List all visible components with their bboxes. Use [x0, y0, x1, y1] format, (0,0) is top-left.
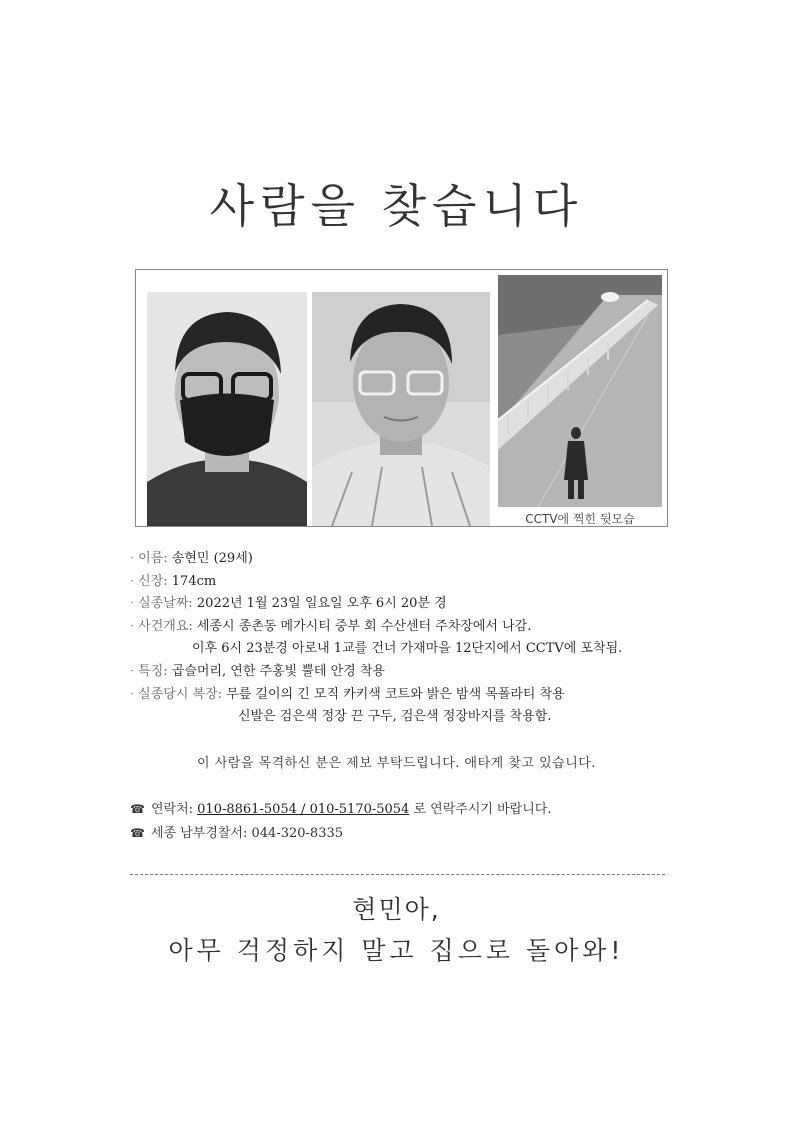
page-title: 사람을 찾습니다 [209, 179, 584, 233]
closing-line-1: 현민아, [352, 895, 441, 924]
bullet: · [130, 618, 135, 634]
summary-continued: 이후 6시 23분경 아로내 1교를 건너 가재마을 12단지에서 CCTV에 포착됨. [192, 641, 623, 657]
height-row [130, 571, 690, 594]
clothes-continued-row [130, 706, 690, 729]
bullet: · [130, 686, 135, 702]
closing-line-2: 아무 걱정하지 말고 집으로 돌아와! [168, 936, 625, 965]
name-value: 송현민 (29세) [171, 551, 253, 566]
contact-phone-numbers: 010-8861-5054 / 010-5170-5054 [197, 802, 410, 817]
clothes-value: 무릎 길이의 긴 모직 카키색 코트와 밝은 밤색 목폴라티 착용 [226, 686, 565, 702]
phone-icon: ☎ [130, 802, 145, 816]
contact-suffix: 로 연락주시기 바랍니다. [413, 802, 552, 817]
height-value: 174cm [171, 573, 217, 589]
dashed-divider [130, 874, 665, 875]
bullet: · [130, 551, 135, 566]
appeal-text: 이 사람을 목격하신 분은 제보 부탁드립니다. 애타게 찾고 있습니다. [197, 756, 596, 771]
summary-value: 세종시 종촌동 메가시티 중부 회 수산센터 주차장에서 나감. [196, 618, 532, 634]
masked-portrait-photo [147, 292, 307, 526]
clothes-row [130, 684, 690, 707]
features-row [130, 661, 690, 684]
features-label: 특징: [138, 663, 168, 679]
glasses-portrait-photo [312, 292, 490, 526]
phone-icon: ☎ [130, 826, 145, 840]
police-contact [130, 822, 343, 841]
bullet: · [130, 596, 135, 612]
date-row [130, 593, 690, 616]
photo-panel [135, 269, 668, 527]
police-label: 세종 남부경찰서: [150, 826, 248, 841]
cctv-back-view-photo [498, 275, 662, 507]
cctv-caption: CCTV에 찍힌 뒷모습 [525, 512, 635, 526]
clothes-label: 실종당시 복장: [138, 686, 223, 702]
contact-phones [130, 798, 551, 817]
police-phone: 044-320-8335 [251, 826, 344, 841]
date-label: 실종날짜: [138, 596, 193, 612]
clothes-continued: 신발은 검은색 정장 끈 구두, 검은색 정장바지를 착용함. [238, 709, 552, 725]
name-label: 이름: [138, 551, 168, 566]
summary-row [130, 616, 690, 639]
bullet: · [130, 573, 135, 589]
name-row [130, 548, 690, 571]
height-label: 신장: [138, 573, 168, 589]
bullet: · [130, 663, 135, 679]
contact-label: 연락처: [150, 802, 194, 817]
date-value: 2022년 1월 23일 일요일 오후 6시 20분 경 [196, 596, 447, 612]
features-value: 곱슬머리, 연한 주홍빛 뿔테 안경 착용 [171, 663, 385, 679]
summary-continued-row [130, 638, 690, 661]
missing-person-details [130, 548, 690, 729]
summary-label: 사건개요: [138, 618, 193, 634]
